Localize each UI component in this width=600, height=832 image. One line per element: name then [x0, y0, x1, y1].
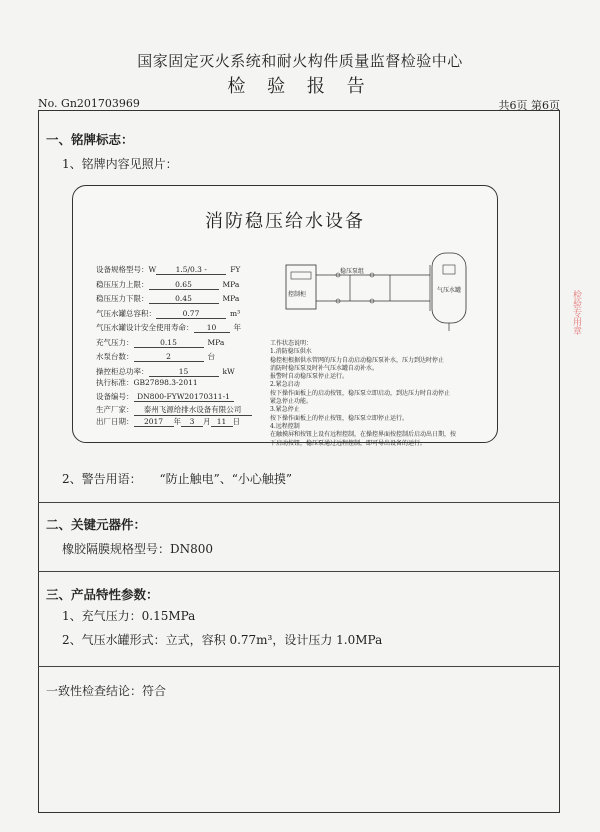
- nameplate-serial-label: 设备编号：: [96, 392, 134, 401]
- divider: [38, 666, 560, 667]
- op-line: 在触摸屏和按钮上设有远程控制，在操控界面按控制后启动出日期，按: [270, 431, 457, 439]
- nameplate-field-value: 1.5/0.3 -: [156, 265, 226, 275]
- date-day-unit: 日: [232, 417, 240, 426]
- op-line: 工作状态说明：: [270, 340, 313, 347]
- operation-notes: [270, 340, 470, 448]
- nameplate-field: [96, 351, 215, 362]
- op-line: 1.消防稳压供水: [270, 348, 312, 356]
- nameplate-field: [96, 337, 224, 348]
- date-day: 11: [211, 417, 233, 427]
- warning-label: 2、警告用语：: [62, 472, 142, 486]
- nameplate-serial-value: DN800-FYW20170311-1: [134, 392, 234, 402]
- nameplate-field-label: 充气压力：: [96, 337, 134, 347]
- nameplate-field-unit: MPa: [222, 294, 240, 303]
- conformity-conclusion: 一致性检查结论：符合: [46, 684, 167, 698]
- nameplate-field-value: 0.65: [149, 280, 219, 290]
- nameplate-serial: [96, 391, 234, 402]
- nameplate-maker-label: 生产厂家：: [96, 405, 134, 414]
- nameplate-date: [96, 416, 240, 427]
- nameplate-field-unit: 台: [207, 352, 215, 361]
- report-title: 检 验 报 告: [227, 76, 373, 97]
- op-line: 按下操作面板上的启动按钮，稳压泵立即启动，到达压力时自动停止: [270, 389, 451, 397]
- issuer-org: 国家固定灭火系统和耐火构件质量监督检验中心: [137, 52, 463, 70]
- nameplate-field-unit: m³: [230, 308, 241, 318]
- date-year-unit: 年: [173, 417, 181, 426]
- nameplate-field-label: 气压水罐设计安全使用寿命：: [96, 323, 194, 332]
- nameplate-field-label: 操控柜总功率：: [96, 366, 149, 376]
- nameplate-field-value: 2: [134, 352, 204, 362]
- cabinet-display-shape: [291, 272, 311, 279]
- op-line: 消防时稳压泵及时补气压水罐自动补水。: [270, 364, 379, 372]
- nameplate-field-value: 0.77: [156, 309, 226, 319]
- nameplate-field-label: 气压水罐总容积：: [96, 308, 156, 318]
- op-line: 下启动按钮，稳压泵通过远程控制，即可导出设备的运行。: [270, 439, 427, 447]
- op-line: 稳控柜根据供水管网的压力自动启动稳压泵补水，压力到达时停止: [270, 356, 445, 364]
- nameplate-maker-value: 泰州飞源给排水设备有限公司: [134, 404, 252, 416]
- nameplate-field-label: 稳压压力下限：: [96, 294, 149, 303]
- nameplate-field-unit: 年: [233, 323, 241, 332]
- nameplate-field-unit: kW: [222, 366, 235, 376]
- section-1-item-1: 1、铭牌内容见照片：: [62, 157, 178, 171]
- control-cabinet-shape: [286, 265, 316, 309]
- divider: [38, 502, 560, 503]
- pump-group-label: 稳压泵组: [340, 268, 365, 275]
- date-month-unit: 月: [203, 417, 211, 426]
- nameplate-field: [96, 264, 240, 275]
- op-line: 紧急停止功能。: [270, 398, 313, 406]
- report-number: No. Gn201703969: [38, 97, 140, 110]
- nameplate-field: [96, 366, 235, 377]
- tank-label: 气压水罐: [437, 287, 462, 294]
- nameplate-field-value: 0.15: [134, 338, 204, 348]
- nameplate-maker: [96, 404, 252, 416]
- nameplate-date-label: 出厂日期：: [96, 417, 134, 426]
- nameplate-field-unit: MPa: [222, 279, 240, 289]
- nameplate-field: [96, 322, 241, 333]
- inspection-seal: 检验专用章: [571, 290, 581, 335]
- page-count: 共6页 第6页: [498, 99, 560, 112]
- divider: [38, 571, 560, 572]
- nameplate-field: [96, 293, 239, 304]
- op-line: 报警时自动稳压泵停止运行。: [270, 373, 349, 381]
- section-2-title: 二、关键元器件：: [46, 517, 147, 532]
- op-line: 4.远程控制: [270, 422, 300, 430]
- op-line: 按下操作面板上的停止按钮，稳压泵立即停止运行。: [270, 414, 409, 422]
- nameplate-field: [96, 308, 240, 319]
- nameplate-field: [96, 279, 239, 290]
- date-month: 3: [181, 417, 203, 427]
- nameplate-field-value: 15: [149, 367, 219, 377]
- nameplate-field-value: 10: [194, 323, 230, 333]
- date-year: 2017: [134, 417, 174, 427]
- op-line: 2.紧急启动: [270, 381, 300, 389]
- nameplate-title: 消防稳压给水设备: [205, 211, 365, 232]
- warning-text: “防止触电”、“小心触摸”: [159, 472, 293, 486]
- cabinet-label: 控制柜: [288, 291, 307, 298]
- op-line: 3.紧急停止: [270, 406, 300, 414]
- nameplate-field-unit: MPa: [207, 337, 225, 347]
- section-3-item-2: 2、气压水罐形式：立式，容积 0.77m³，设计压力 1.0MPa: [62, 633, 383, 647]
- nameplate-field-label: 稳压压力上限：: [96, 279, 149, 289]
- section-3-title: 三、产品特性参数：: [46, 587, 159, 602]
- section-2-item: 橡胶隔膜规格型号：DN800: [62, 542, 214, 556]
- nameplate-standard: 执行标准：GB27898.3-2011: [96, 378, 198, 387]
- section-1-title: 一、铭牌标志：: [46, 132, 134, 147]
- nameplate-field-value: 0.45: [149, 294, 219, 304]
- nameplate-field-label: 水泵台数：: [96, 352, 134, 361]
- section-3-item-1: 1、充气压力：0.15MPa: [62, 609, 196, 623]
- nameplate-field-label: 设备规格型号：W: [96, 265, 157, 274]
- nameplate-field-unit: FY: [230, 265, 241, 274]
- section-1-item-2: [62, 470, 292, 487]
